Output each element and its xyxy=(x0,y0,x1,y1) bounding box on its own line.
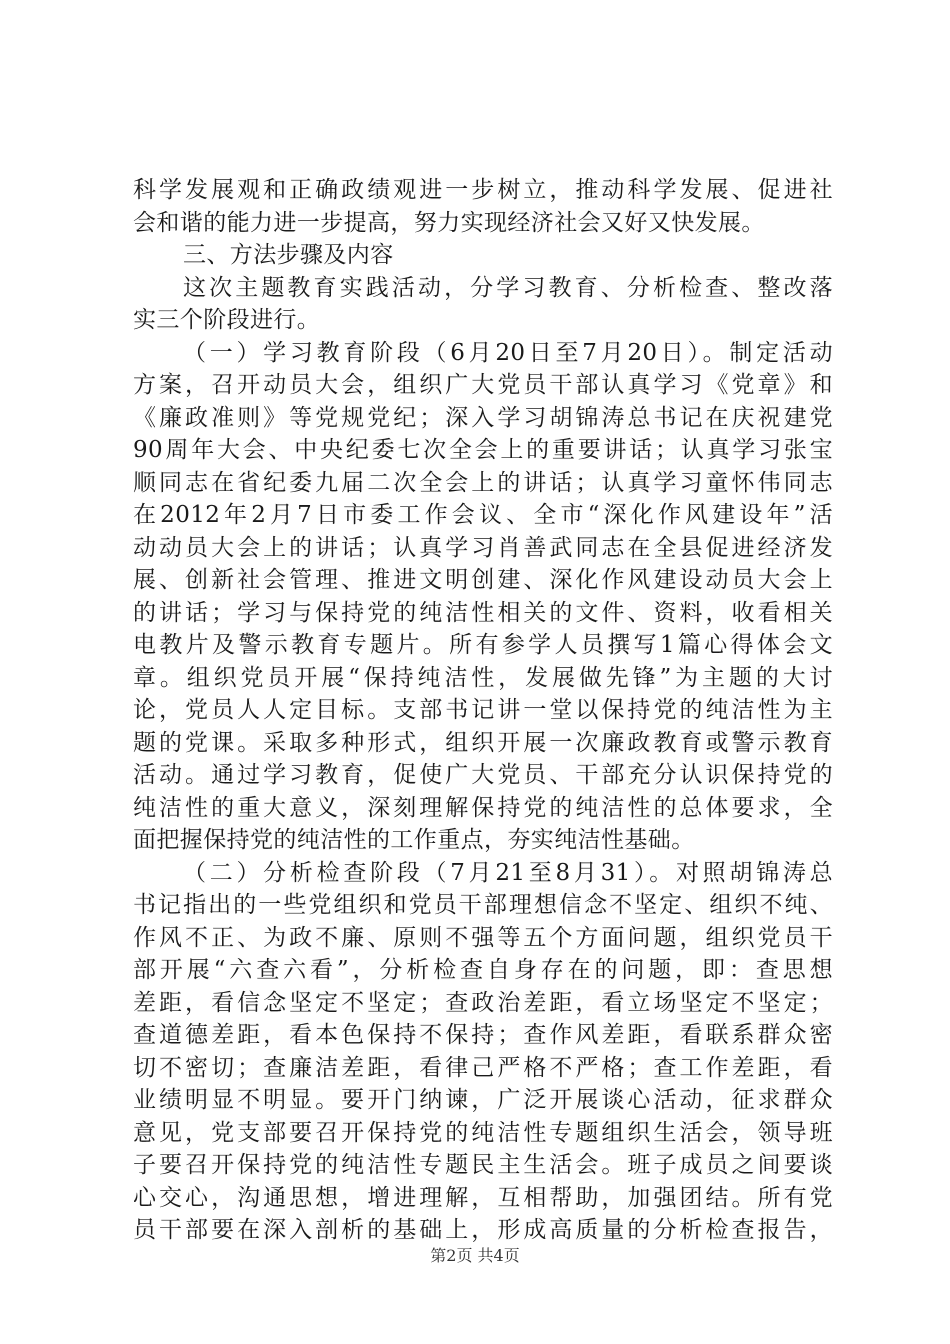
text-line: 章。组织党员开展“保持纯洁性，发展做先锋”为主题的大讨 xyxy=(133,664,833,691)
text-line: 查道德差距，看本色保持不保持；查作风差距，看联系群众密 xyxy=(133,1022,833,1048)
text-line: 活动。通过学习教育，促使广大党员、干部充分认识保持党的 xyxy=(133,762,833,788)
text-line: 实三个阶段进行。 xyxy=(133,307,321,333)
text-line: 差距，看信念坚定不坚定；查政治差距，看立场坚定不坚定； xyxy=(133,989,833,1016)
text-line: 这次主题教育实践活动，分学习教育、分析检查、整改落 xyxy=(183,274,833,301)
text-line: 动动员大会上的讲话；认真学习肖善武同志在全县促进经济发 xyxy=(133,534,833,561)
text-line: 《廉政准则》等党规党纪；深入学习胡锦涛总书记在庆祝建党 xyxy=(133,404,833,431)
text-line: 面把握保持党的纯洁性的工作重点，夯实纯洁性基础。 xyxy=(133,827,695,853)
text-line: 会和谐的能力进一步提高，努力实现经济社会又好又快发展。 xyxy=(133,209,765,236)
text-line: 心交心，沟通思想，增进理解，互相帮助，加强团结。所有党 xyxy=(133,1184,833,1211)
text-line: 科学发展观和正确政绩观进一步树立，推动科学发展、促进社 xyxy=(133,177,833,203)
text-line: （二）分析检查阶段（7月21至8月31）。对照胡锦涛总 xyxy=(183,859,833,886)
text-line: 电教片及警示教育专题片。所有参学人员撰写1篇心得体会文 xyxy=(133,632,833,658)
text-line: 切不密切；查廉洁差距，看律己严格不严格；查工作差距，看 xyxy=(133,1054,833,1081)
text-line: 业绩明显不明显。要开门纳谏，广泛开展谈心活动，征求群众 xyxy=(133,1087,833,1113)
text-line: 论，党员人人定目标。支部书记讲一堂以保持党的纯洁性为主 xyxy=(133,697,833,723)
text-line: 作风不正、为政不廉、原则不强等五个方面问题，组织党员干 xyxy=(133,924,833,951)
text-line: 部开展“六查六看”，分析检查自身存在的问题，即：查思想 xyxy=(133,957,833,983)
text-line: （一）学习教育阶段（6月20日至7月20日）。制定活动 xyxy=(183,339,833,366)
text-line: 顺同志在省纪委九届二次全会上的讲话；认真学习童怀伟同志 xyxy=(133,469,833,496)
text-line: 书记指出的一些党组织和党员干部理想信念不坚定、组织不纯、 xyxy=(133,892,833,918)
text-line: 的讲话；学习与保持党的纯洁性相关的文件、资料，收看相关 xyxy=(133,599,833,626)
text-line: 纯洁性的重大意义，深刻理解保持党的纯洁性的总体要求，全 xyxy=(133,794,833,821)
text-line: 展、创新社会管理、推进文明创建、深化作风建设动员大会上 xyxy=(133,567,833,593)
text-line: 方案，召开动员大会，组织广大党员干部认真学习《党章》和 xyxy=(133,372,833,398)
text-line: 90周年大会、中央纪委七次全会上的重要讲话；认真学习张宝 xyxy=(133,437,833,463)
body-text xyxy=(133,174,833,1247)
text-line: 在2012年2月7日市委工作会议、全市“深化作风建设年”活 xyxy=(133,502,833,528)
text-line: 三、方法步骤及内容 xyxy=(183,242,394,268)
text-line: 意见，党支部要召开保持党的纯洁性专题组织生活会，领导班 xyxy=(133,1119,833,1146)
text-line: 子要召开保持党的纯洁性专题民主生活会。班子成员之间要谈 xyxy=(133,1152,833,1178)
text-line: 员干部要在深入剖析的基础上，形成高质量的分析检查报告， xyxy=(133,1217,833,1243)
page-footer: 第2页 共4页 xyxy=(430,1246,520,1265)
text-line: 题的党课。采取多种形式，组织开展一次廉政教育或警示教育 xyxy=(133,729,833,756)
